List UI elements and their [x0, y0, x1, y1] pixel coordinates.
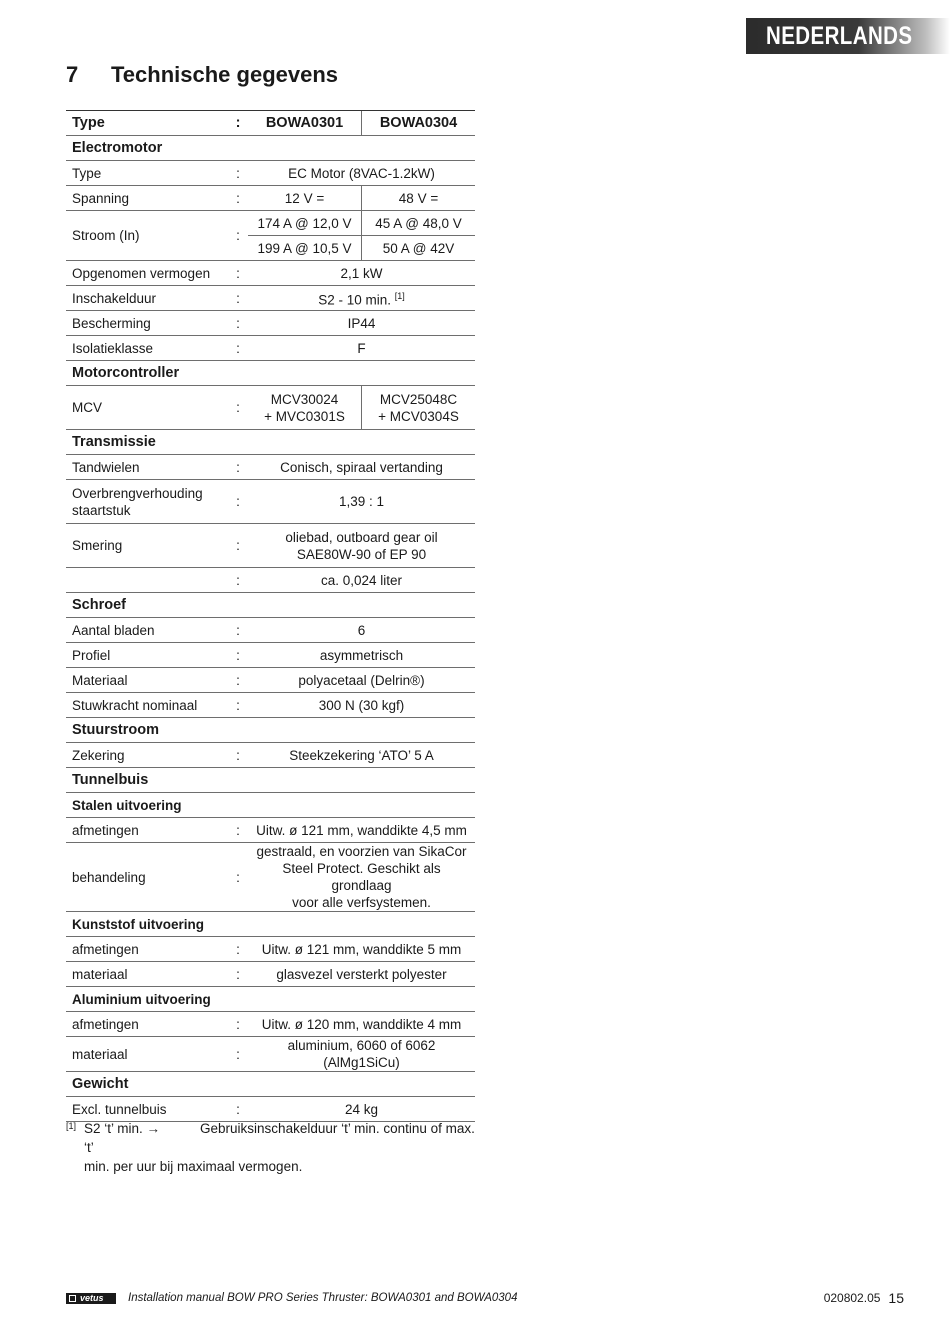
colon: : — [228, 1012, 248, 1037]
row-label: materiaal — [66, 962, 228, 987]
row-label: Smering — [66, 524, 228, 568]
table-row — [66, 843, 475, 912]
table-row — [66, 524, 475, 568]
table-row — [66, 311, 475, 336]
colon: : — [228, 937, 248, 962]
table-row — [66, 937, 475, 962]
page-number: 15 — [888, 1290, 904, 1306]
subgroup-row — [66, 912, 475, 937]
colon: : — [228, 568, 248, 593]
colon: : — [228, 480, 248, 524]
colon: : — [228, 818, 248, 843]
row-value: Uitw. ø 121 mm, wanddikte 4,5 mm — [248, 818, 475, 843]
row-value: 174 A @ 12,0 V — [248, 211, 362, 236]
group-row — [66, 361, 475, 386]
table-row — [66, 1012, 475, 1037]
value-line: + MVC0301S — [264, 408, 345, 424]
label-line: staartstuk — [72, 502, 131, 518]
colon: : — [228, 336, 248, 361]
row-value: asymmetrisch — [248, 643, 475, 668]
subgroup-row — [66, 987, 475, 1012]
colon: : — [228, 261, 248, 286]
table-row — [66, 480, 475, 524]
colon: : — [228, 286, 248, 311]
colon: : — [228, 186, 248, 211]
group-row — [66, 593, 475, 618]
table-row — [66, 455, 475, 480]
table-row — [66, 743, 475, 768]
footnote-right: Gebruiksinschakelduur ‘t’ min. continu of max. ‘t’ — [84, 1121, 475, 1155]
colon: : — [228, 843, 248, 912]
colon: : — [228, 386, 248, 430]
row-label: behandeling — [66, 843, 228, 912]
row-value: 199 A @ 10,5 V — [248, 236, 362, 261]
subgroup-row — [66, 793, 475, 818]
value-line: voor alle verfsystemen. — [292, 895, 431, 910]
row-label: afmetingen — [66, 1012, 228, 1037]
group-row — [66, 430, 475, 455]
colon: : — [228, 1097, 248, 1122]
group-heading-motorcontroller: Motorcontroller — [66, 361, 475, 386]
logo-text: vetus — [80, 1292, 104, 1303]
value-line: MCV25048C — [379, 391, 458, 407]
table-row — [66, 186, 475, 211]
vetus-logo — [66, 1293, 116, 1304]
subgroup-heading-kunststof: Kunststof uitvoering — [66, 912, 475, 937]
row-label: Spanning — [66, 186, 228, 211]
row-label: Zekering — [66, 743, 228, 768]
section-title-text: Technische gegevens — [111, 62, 339, 87]
colon: : — [228, 693, 248, 718]
row-value — [248, 386, 362, 430]
row-label: Inschakelduur — [66, 286, 228, 311]
row-label: Stroom (In) — [66, 211, 228, 261]
table-row — [66, 386, 475, 430]
value-line: + MCV0304S — [378, 408, 459, 424]
group-row — [66, 768, 475, 793]
row-value: Conisch, spiraal vertanding — [248, 455, 475, 480]
row-value: 45 A @ 48,0 V — [362, 211, 476, 236]
row-value: aluminium, 6060 of 6062 (AlMg1SiCu) — [248, 1037, 475, 1072]
section-title — [66, 62, 338, 88]
colon: : — [228, 455, 248, 480]
value-line: MCV30024 — [270, 391, 339, 407]
value-line: Steel Protect. Geschikt als grondlaag — [282, 861, 441, 893]
group-row — [66, 136, 475, 161]
row-value — [362, 386, 476, 430]
row-value: 300 N (30 kgf) — [248, 693, 475, 718]
row-value: Uitw. ø 121 mm, wanddikte 5 mm — [248, 937, 475, 962]
logo-mark-icon — [69, 1295, 76, 1302]
row-value: IP44 — [248, 311, 475, 336]
colon: : — [228, 111, 248, 136]
colon: : — [228, 643, 248, 668]
row-value: 1,39 : 1 — [248, 480, 475, 524]
row-label: Excl. tunnelbuis — [66, 1097, 228, 1122]
colon: : — [228, 161, 248, 186]
footnote-line: min. per uur bij maximaal vermogen. — [84, 1159, 303, 1174]
row-value: 24 kg — [248, 1097, 475, 1122]
row-value: glasvezel versterkt polyester — [248, 962, 475, 987]
section-number: 7 — [66, 62, 79, 87]
table-row — [66, 336, 475, 361]
duty-cycle-value: S2 - 10 min. — [318, 292, 391, 308]
table-row — [66, 1037, 475, 1072]
value-line: oliebad, outboard gear oil — [285, 529, 438, 545]
group-row — [66, 718, 475, 743]
row-value: 12 V = — [248, 186, 362, 211]
row-label: MCV — [66, 386, 228, 430]
subgroup-heading-staal: Stalen uitvoering — [66, 793, 475, 818]
row-label: Type — [66, 161, 228, 186]
row-value: ca. 0,024 liter — [248, 568, 475, 593]
row-label: Isolatieklasse — [66, 336, 228, 361]
row-value — [248, 524, 475, 568]
row-value: 2,1 kW — [248, 261, 475, 286]
row-label: Materiaal — [66, 668, 228, 693]
table-row — [66, 668, 475, 693]
footnote-reference: [1] — [394, 290, 405, 301]
footnote-left: S2 ‘t’ min. → — [84, 1121, 161, 1136]
colon: : — [228, 524, 248, 568]
table-row — [66, 643, 475, 668]
header-model-1: BOWA0301 — [248, 111, 362, 136]
row-label — [66, 568, 228, 593]
colon: : — [228, 1037, 248, 1072]
table-row — [66, 693, 475, 718]
header-model-2: BOWA0304 — [362, 111, 476, 136]
page-footer — [66, 1289, 904, 1307]
colon: : — [228, 211, 248, 261]
group-heading-schroef: Schroef — [66, 593, 475, 618]
row-value: F — [248, 336, 475, 361]
colon: : — [228, 743, 248, 768]
colon: : — [228, 668, 248, 693]
group-heading-stuurstroom: Stuurstroom — [66, 718, 475, 743]
row-label: Tandwielen — [66, 455, 228, 480]
row-value: 48 V = — [362, 186, 476, 211]
row-label: afmetingen — [66, 937, 228, 962]
document-title: Installation manual BOW PRO Series Thruster: BOWA0301 and BOWA0304 — [128, 1292, 518, 1304]
row-value: polyacetaal (Delrin®) — [248, 668, 475, 693]
label-line: Overbrengverhouding — [72, 485, 203, 501]
footnote-mark: [1] — [66, 1121, 77, 1131]
row-value: Steekzekering ‘ATO’ 5 A — [248, 743, 475, 768]
footnote-line — [84, 1119, 478, 1157]
row-value — [248, 843, 475, 912]
colon: : — [228, 618, 248, 643]
table-row — [66, 1097, 475, 1122]
subgroup-heading-aluminium: Aluminium uitvoering — [66, 987, 475, 1012]
row-value — [248, 286, 475, 311]
value-line: gestraald, en voorzien van SikaCor — [256, 844, 467, 859]
table-header-row — [66, 111, 475, 136]
spec-table — [66, 110, 475, 1122]
table-row — [66, 211, 475, 236]
row-label: Stuwkracht nominaal — [66, 693, 228, 718]
language-tab — [746, 18, 950, 54]
table-row — [66, 161, 475, 186]
language-tab-label: NEDERLANDS — [766, 22, 913, 50]
footnote-body — [84, 1119, 478, 1176]
row-value: EC Motor (8VAC-1.2kW) — [248, 161, 475, 186]
table-row — [66, 962, 475, 987]
colon: : — [228, 962, 248, 987]
row-label: Profiel — [66, 643, 228, 668]
group-row — [66, 1072, 475, 1097]
header-label: Type — [66, 111, 228, 136]
table-row — [66, 818, 475, 843]
document-code: 020802.05 — [823, 1291, 881, 1305]
colon: : — [228, 311, 248, 336]
value-line: SAE80W-90 of EP 90 — [296, 546, 427, 562]
row-value: 50 A @ 42V — [362, 236, 476, 261]
group-heading-transmissie: Transmissie — [66, 430, 475, 455]
row-label: Opgenomen vermogen — [66, 261, 228, 286]
table-row — [66, 261, 475, 286]
table-row — [66, 618, 475, 643]
group-heading-gewicht: Gewicht — [66, 1072, 475, 1097]
group-heading-electromotor: Electromotor — [66, 136, 475, 161]
footnote — [66, 1119, 478, 1176]
row-label: Bescherming — [66, 311, 228, 336]
group-heading-tunnelbuis: Tunnelbuis — [66, 768, 475, 793]
table-row — [66, 286, 475, 311]
row-label: materiaal — [66, 1037, 228, 1072]
row-label: afmetingen — [66, 818, 228, 843]
table-row — [66, 568, 475, 593]
row-value: 6 — [248, 618, 475, 643]
row-value: Uitw. ø 120 mm, wanddikte 4 mm — [248, 1012, 475, 1037]
row-label — [66, 480, 228, 524]
row-label: Aantal bladen — [66, 618, 228, 643]
